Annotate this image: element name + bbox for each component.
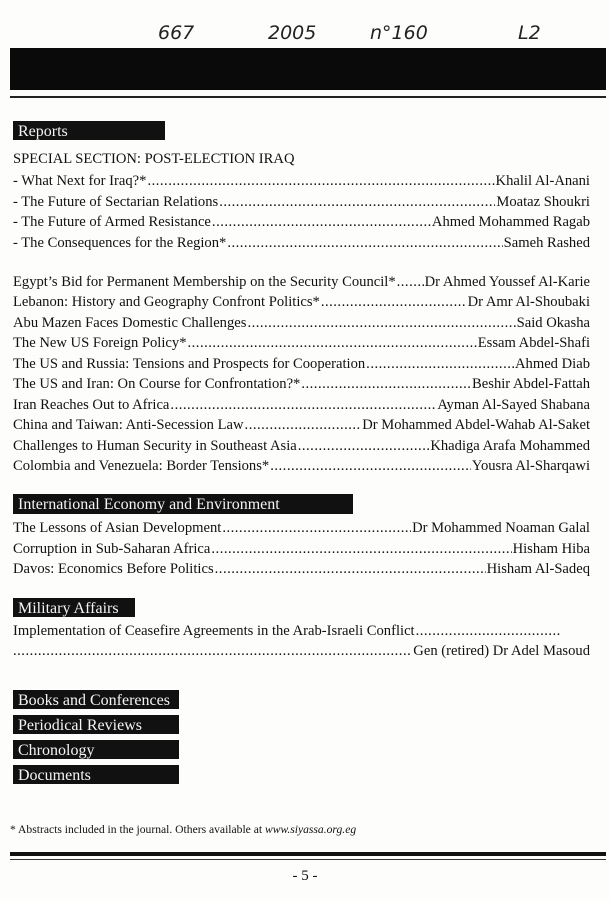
leader-dots (211, 539, 511, 559)
section-heading-periodicals: Periodical Reviews (13, 715, 179, 734)
toc-entry (13, 415, 590, 435)
section-heading-reports: Reports (13, 121, 165, 140)
toc-entry-title-line (13, 621, 561, 641)
section-heading-military: Military Affairs (13, 598, 135, 617)
entry-title: Davos: Economics Before Politics (13, 561, 214, 577)
entry-author: Dr Amr Al-Shoubaki (467, 294, 590, 310)
entry-author: Dr Mohammed Noaman Galal (412, 520, 590, 536)
footnote-text: * Abstracts included in the journal. Others available at (10, 823, 265, 836)
header-rule (10, 96, 606, 98)
footnote (10, 823, 356, 836)
entry-author: Hisham Hiba (512, 541, 590, 557)
footnote-url[interactable]: www.siyassa.org.eg (265, 823, 357, 836)
entry-author: Moataz Shoukri (496, 194, 590, 210)
entry-author: Ahmed Mohammed Ragab (431, 214, 590, 230)
entry-title: China and Taiwan: Anti-Secession Law (13, 417, 244, 433)
toc-entry (13, 518, 590, 538)
header-bar (10, 48, 606, 90)
leader-dots (397, 272, 424, 292)
entry-title: Corruption in Sub-Saharan Africa (13, 541, 211, 557)
toc-entry (13, 272, 590, 292)
handwritten-note: 2005 (268, 22, 317, 44)
leader-dots (13, 641, 412, 661)
leader-dots (215, 559, 486, 579)
leader-dots (301, 374, 471, 394)
leader-dots (298, 436, 430, 456)
entry-author: Khalil Al-Anani (495, 173, 590, 189)
toc-entry (13, 436, 590, 456)
leader-dots (170, 395, 436, 415)
footer-rule (10, 852, 606, 856)
page-number: - 5 - (292, 868, 318, 884)
toc-entry (13, 313, 590, 333)
section-heading-chronology: Chronology (13, 740, 179, 759)
entry-author: Sameh Rashed (503, 235, 590, 251)
entry-title: Iran Reaches Out to Africa (13, 397, 170, 413)
entry-title: The US and Iran: On Course for Confrontation?* (13, 376, 301, 392)
section-heading-documents: Documents (13, 765, 179, 784)
leader-dots (212, 212, 431, 232)
leader-dots (147, 171, 494, 191)
entry-title: - The Consequences for the Region* (13, 235, 227, 251)
handwritten-note: L2 (518, 22, 541, 44)
entry-author: Essam Abdel-Shafi (477, 335, 590, 351)
leader-dots (219, 192, 495, 212)
section-heading-economy: International Economy and Environment (13, 494, 353, 514)
entry-author: Hisham Al-Sadeq (486, 561, 590, 577)
entry-author: Gen (retired) Dr Adel Masoud (413, 643, 590, 659)
entry-title: Colombia and Venezuela: Border Tensions* (13, 458, 270, 474)
leader-dots (270, 456, 471, 476)
toc-entry (13, 354, 590, 374)
handwritten-note: 667 (158, 22, 195, 44)
entry-title: Lebanon: History and Geography Confront Politics* (13, 294, 320, 310)
entry-author: Ahmed Diab (515, 356, 590, 372)
leader-dots (227, 233, 502, 253)
toc-entry (13, 395, 590, 415)
toc-entry (13, 192, 590, 212)
entry-author: Said Okasha (516, 315, 590, 331)
entry-author: Dr Mohammed Abdel-Wahab Al-Saket (362, 417, 590, 433)
entry-title: - The Future of Armed Resistance (13, 214, 211, 230)
leader-dots (188, 333, 477, 353)
toc-entry-author-line (13, 641, 590, 661)
entry-title: Egypt’s Bid for Permanent Membership on the Security Council* (13, 274, 396, 290)
entry-author: Dr Ahmed Youssef Al-Karie (424, 274, 590, 290)
leader-dots (222, 518, 411, 538)
toc-entry (13, 559, 590, 579)
entry-author: Beshir Abdel-Fattah (472, 376, 590, 392)
entry-author: Yousra Al-Sharqawi (471, 458, 590, 474)
entry-title: The Lessons of Asian Development (13, 520, 222, 536)
handwritten-note: n°160 (370, 22, 428, 44)
entry-author: Ayman Al-Sayed Shabana (437, 397, 590, 413)
toc-entry (13, 456, 590, 476)
toc-entry (13, 212, 590, 232)
entry-title: - The Future of Sectarian Relations (13, 194, 219, 210)
entry-title: Challenges to Human Security in Southeast Asia (13, 438, 297, 454)
leader-dots (416, 621, 560, 641)
toc-entry (13, 539, 590, 559)
entry-title: Abu Mazen Faces Domestic Challenges (13, 315, 247, 331)
section-heading-books: Books and Conferences (13, 690, 179, 709)
entry-author: Khadiga Arafa Mohammed (430, 438, 590, 454)
toc-entry (13, 171, 590, 191)
toc-entry (13, 374, 590, 394)
toc-entry (13, 292, 590, 312)
leader-dots (245, 415, 362, 435)
entry-title: The US and Russia: Tensions and Prospects for Cooperation (13, 356, 366, 372)
toc-entry (13, 333, 590, 353)
entry-title: The New US Foreign Policy* (13, 335, 187, 351)
entry-title: - What Next for Iraq?* (13, 173, 147, 189)
entry-title: Implementation of Ceasefire Agreements in the Arab-Israeli Conflict (13, 623, 415, 639)
leader-dots (247, 313, 515, 333)
footer-rule-thin (10, 859, 606, 860)
leader-dots (366, 354, 514, 374)
special-section-heading: SPECIAL SECTION: POST-ELECTION IRAQ (13, 151, 295, 167)
leader-dots (321, 292, 467, 312)
toc-entry (13, 233, 590, 253)
